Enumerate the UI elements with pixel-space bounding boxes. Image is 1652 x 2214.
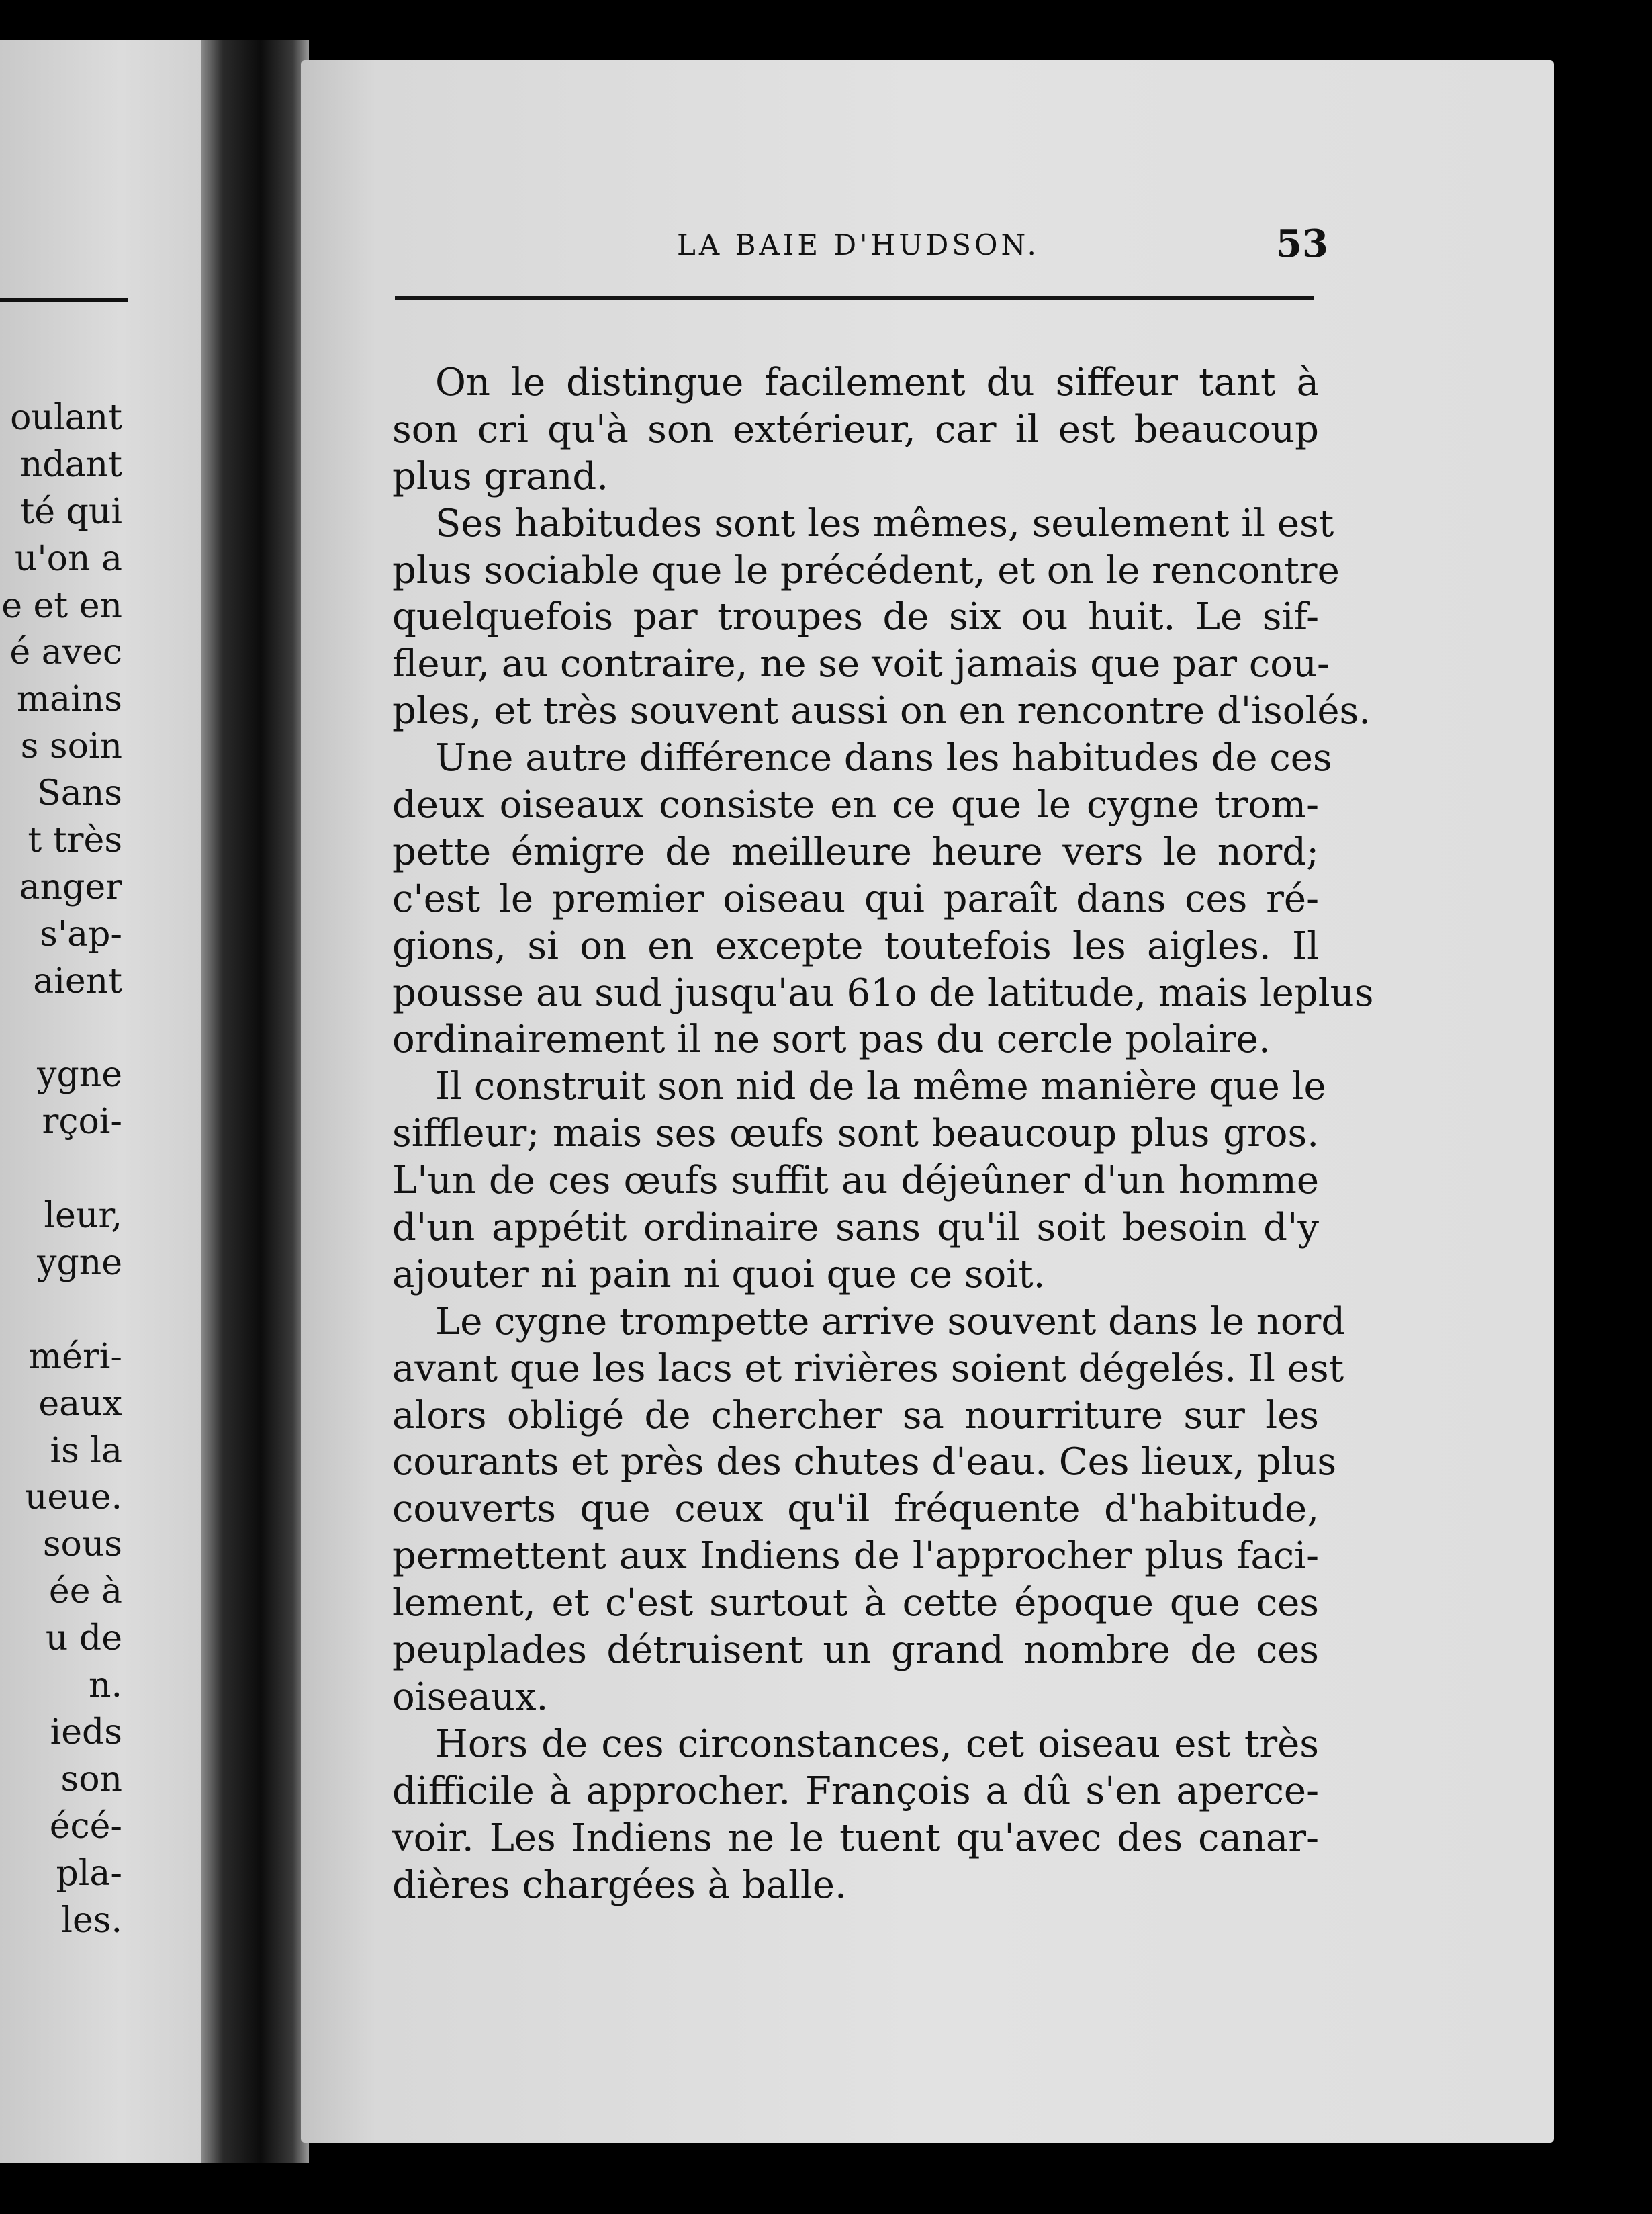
paragraph (392, 1298, 1346, 1721)
text-line: peuplades détruisent un grand nombre de ces (392, 1628, 1319, 1673)
text-line: son cri qu'à son extérieur, car il est beaucoup (392, 407, 1319, 451)
left-page-line: aient (33, 961, 122, 1002)
left-page-line: ygne (37, 1243, 122, 1284)
left-page-line: is la (50, 1430, 122, 1471)
left-page-line: Sans (37, 773, 122, 814)
left-page-line: é avec (9, 632, 122, 673)
body-text (392, 359, 1374, 1908)
text-line: deux oiseaux consiste en ce que le cygne trom- (392, 783, 1319, 828)
left-page-line: rçoi- (42, 1102, 122, 1143)
header-rule (395, 296, 1314, 300)
text-line: fleur, au contraire, ne se voit jamais que par cou- (392, 642, 1330, 687)
text-line: plus grand. (392, 454, 609, 498)
text-line: Hors de ces circonstances, cet oiseau est très (435, 1722, 1319, 1766)
left-page-text (0, 395, 122, 1944)
text-line: courants et près des chutes d'eau. Ces lieux, plus (392, 1440, 1337, 1485)
left-page-line: oulant (10, 398, 122, 438)
text-line: ples, et très souvent aussi on en rencontre d'isolés. (392, 689, 1371, 734)
left-page-line: leur, (44, 1196, 122, 1237)
text-line: ajouter ni pain ni quoi que ce soit. (392, 1252, 1046, 1296)
text-line: d'un appétit ordinaire sans qu'il soit besoin d'y (392, 1206, 1319, 1250)
paragraph (392, 1721, 1319, 1909)
left-page-line: s soin (20, 726, 122, 767)
text-line: dières chargées à balle. (392, 1863, 847, 1907)
text-line: alors obligé de chercher sa nourriture sur les (392, 1393, 1319, 1437)
text-line: ordinairement il ne sort pas du cercle polaire. (392, 1018, 1271, 1062)
text-line: oiseaux. (392, 1675, 549, 1719)
text-line: quelquefois par troupes de six ou huit. Le sif- (392, 595, 1319, 639)
text-line: plus sociable que le précédent, et on le rencontre (392, 548, 1340, 592)
left-page-line: son (60, 1759, 122, 1800)
left-header-rule (0, 298, 128, 302)
left-page-line (0, 1287, 122, 1334)
left-page-line: n. (88, 1665, 122, 1706)
paragraph (392, 500, 1371, 735)
left-page-line: les. (61, 1900, 122, 1941)
running-head: LA BAIE D'HUDSON. (677, 228, 1040, 261)
left-page-line: écé- (49, 1806, 122, 1847)
text-line: pette émigre de meilleure heure vers le nord; (392, 830, 1319, 874)
left-page-line: anger (19, 867, 122, 907)
paragraph (392, 735, 1374, 1063)
left-page-line: méri- (28, 1336, 122, 1377)
left-page-line: ndant (19, 444, 122, 485)
left-page-line: sous (42, 1524, 122, 1565)
text-line: Ses habitudes sont les mêmes, seulement il est (435, 501, 1334, 545)
left-page-line: ieds (50, 1712, 122, 1753)
left-page-line: u'on a (14, 538, 122, 579)
left-page-line: té qui (20, 491, 122, 532)
left-page-line: ygne (37, 1055, 122, 1096)
page-number: 53 (1276, 222, 1328, 266)
text-line: On le distingue facilement du siffeur tant à (435, 361, 1319, 404)
text-line: gions, si on en excepte toutefois les aigles. Il (392, 924, 1319, 968)
text-line: lement, et c'est surtout à cette époque que ces (392, 1581, 1319, 1626)
left-page-line (0, 1006, 122, 1053)
text-line: Il construit son nid de la même manière que le (435, 1065, 1326, 1109)
text-line: Le cygne trompette arrive souvent dans le nord (435, 1299, 1346, 1343)
text-line: Une autre différence dans les habitudes de ces (435, 736, 1332, 781)
left-page-line: ueue. (24, 1477, 122, 1518)
text-line: L'un de ces œufs suffit au déjeûner d'un homme (392, 1159, 1319, 1203)
text-line: couverts que ceux qu'il fréquente d'habitude, (392, 1487, 1319, 1532)
left-page-line (0, 1146, 122, 1193)
left-page-line: s'ap- (40, 914, 122, 955)
text-line: permettent aux Indiens de l'approcher plus faci- (392, 1534, 1319, 1579)
left-page-line: eaux (38, 1383, 122, 1424)
text-line: pousse au sud jusqu'au 61o de latitude, mais leplus (392, 971, 1374, 1015)
left-page-line: u de (45, 1618, 122, 1659)
text-line: voir. Les Indiens ne le tuent qu'avec des canar- (392, 1816, 1319, 1860)
left-page-line: mains (16, 679, 122, 720)
book-gutter (201, 40, 309, 2163)
text-line: avant que les lacs et rivières soient dégelés. Il est (392, 1346, 1344, 1390)
left-page-line: t très (28, 820, 122, 861)
text-line: siffleur; mais ses œufs sont beaucoup plus gros. (392, 1112, 1319, 1156)
text-line: difficile à approcher. François a dû s'en aperce- (392, 1769, 1319, 1813)
paragraph (392, 1063, 1326, 1298)
text-line: c'est le premier oiseau qui paraît dans ces ré- (392, 877, 1319, 921)
paragraph (392, 359, 1319, 500)
left-page-line: pla- (56, 1853, 122, 1894)
left-page-line: ée à (48, 1571, 122, 1612)
left-page-line: e et en (1, 585, 122, 626)
